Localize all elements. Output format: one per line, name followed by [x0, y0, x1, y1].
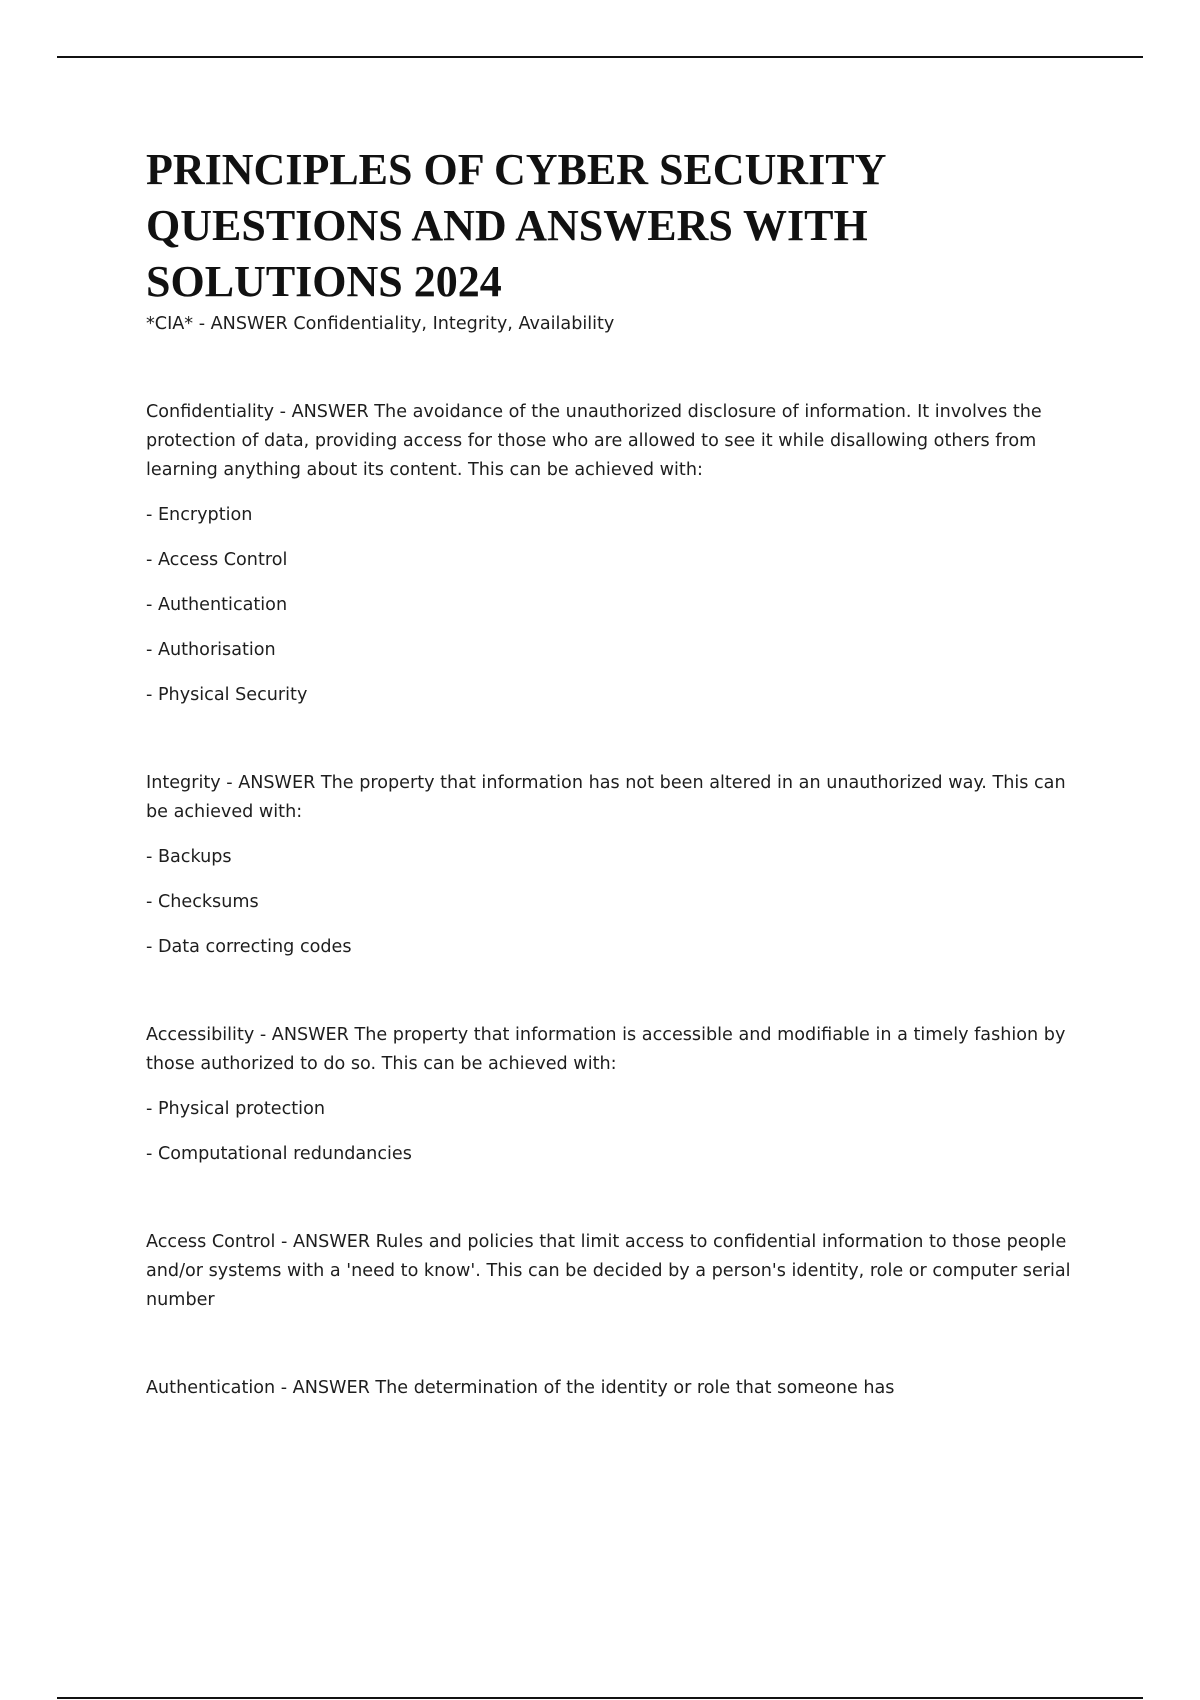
list-item: - Physical Security — [146, 685, 308, 705]
integrity-methods-list — [146, 843, 1086, 962]
bottom-divider — [57, 1697, 1143, 1699]
qa-list — [146, 310, 1086, 1403]
document-title: PRINCIPLES OF CYBER SECURITY QUESTIONS AND ANSWERS WITH SOLUTIONS 2024 — [146, 145, 885, 306]
qa-access-control: Access Control - ANSWER Rules and policies that limit access to confidential information to those people and/or systems with a 'need to know'. This can be decided by a person's identity, role or computer serial number — [146, 1232, 1071, 1310]
qa-integrity: Integrity - ANSWER The property that information has not been altered in an unauthorized way. This can be achieved with: — [146, 773, 1066, 822]
list-item: - Physical protection — [146, 1099, 325, 1119]
list-item: - Backups — [146, 847, 232, 867]
list-item: - Access Control — [146, 550, 288, 570]
qa-accessibility: Accessibility - ANSWER The property that information is accessible and modifiable in a timely fashion by those authorized to do so. This can be achieved with: — [146, 1025, 1066, 1074]
list-item: - Encryption — [146, 505, 253, 525]
qa-confidentiality: Confidentiality - ANSWER The avoidance of the unauthorized disclosure of information. It involves the protection of data, providing access for those who are allowed to see it while disallowing others from learning anything about its content. This can be achieved with: — [146, 402, 1042, 480]
confidentiality-methods-list — [146, 501, 1086, 710]
document-body — [146, 142, 1086, 1403]
accessibility-methods-list — [146, 1095, 1086, 1169]
list-item: - Computational redundancies — [146, 1144, 412, 1164]
qa-cia: *CIA* - ANSWER Confidentiality, Integrity, Availability — [146, 314, 615, 334]
list-item: - Authentication — [146, 595, 288, 615]
qa-authentication: Authentication - ANSWER The determination of the identity or role that someone has — [146, 1378, 895, 1398]
list-item: - Authorisation — [146, 640, 276, 660]
list-item: - Checksums — [146, 892, 259, 912]
list-item: - Data correcting codes — [146, 937, 352, 957]
top-divider — [57, 56, 1143, 58]
